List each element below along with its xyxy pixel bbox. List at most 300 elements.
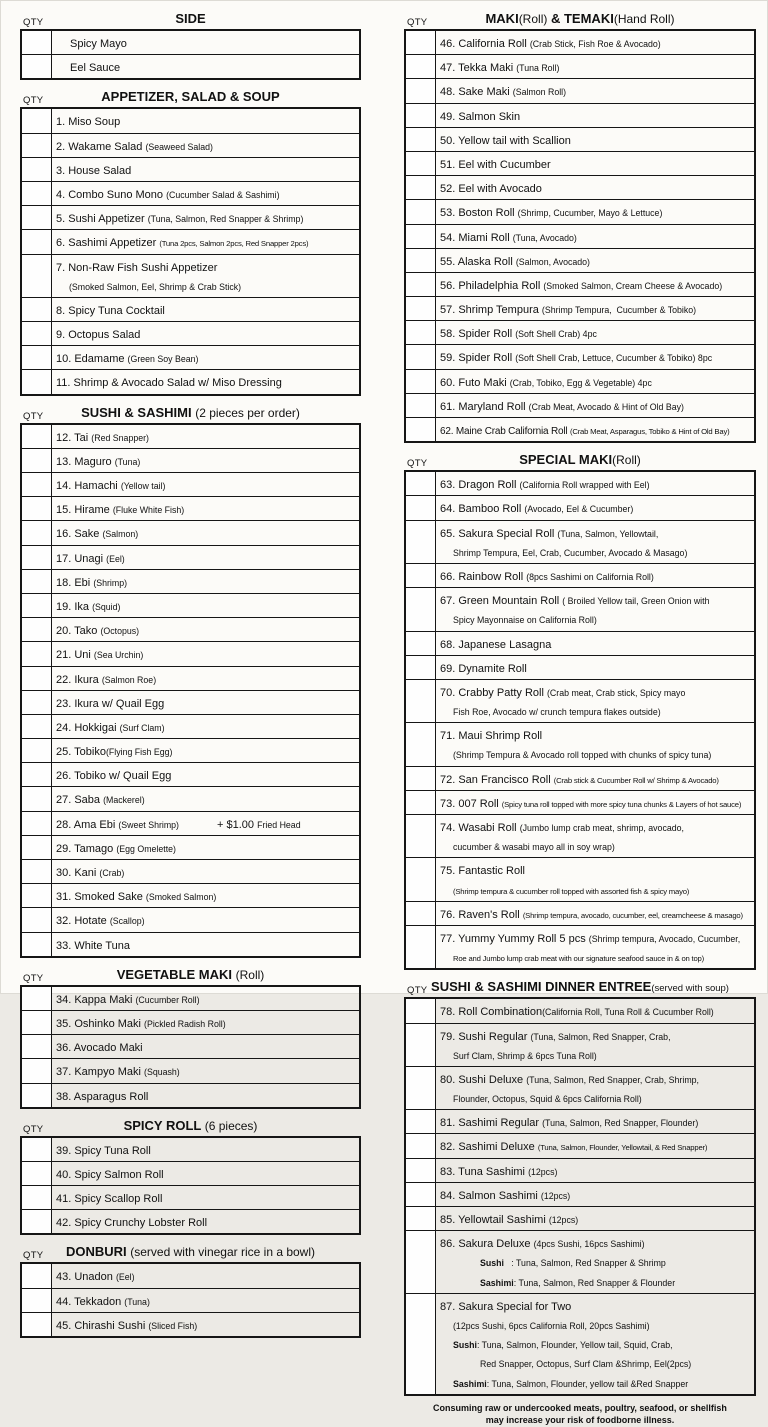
item-text: (Roll) (518, 12, 548, 26)
item-text: (Salmon) (102, 529, 139, 540)
menu-item-row (21, 1312, 360, 1337)
menu-item (436, 1023, 756, 1066)
menu-item (52, 30, 361, 55)
menu-item (436, 901, 756, 925)
menu-item-line (440, 474, 752, 493)
section-header (404, 10, 756, 28)
item-text: (Crab Meat, Avocado & Hint of Old Bay) (528, 401, 684, 412)
menu-item-row (21, 30, 360, 55)
qty-input-cell[interactable] (405, 1134, 436, 1158)
menu-item-line (440, 106, 752, 125)
item-text: 18. Ebi (56, 576, 94, 589)
qty-input-cell[interactable] (21, 448, 52, 472)
qty-input-cell[interactable] (405, 925, 436, 969)
menu-item (436, 858, 756, 901)
qty-input-cell[interactable] (21, 1186, 52, 1210)
menu-item (436, 272, 756, 296)
qty-input-cell[interactable] (405, 588, 436, 631)
menu-item (52, 55, 361, 80)
qty-input-cell[interactable] (405, 1231, 436, 1294)
menu-item-line (440, 928, 752, 947)
menu-item-line (440, 682, 752, 701)
item-text: Spicy Mayonnaise on California Roll) (453, 615, 597, 626)
menu-item-line (440, 396, 752, 415)
menu-item (52, 346, 361, 370)
menu-item-line (56, 789, 357, 808)
qty-input-cell[interactable] (21, 714, 52, 738)
menu-item-line (440, 81, 752, 100)
item-text: (Tuna) (124, 1296, 150, 1307)
qty-column-label: QTY (407, 985, 428, 997)
item-text: (Hand Roll) (613, 12, 675, 26)
item-text: 17. Unagi (56, 552, 107, 565)
section-header (20, 1243, 361, 1261)
menu-item-row (405, 631, 755, 655)
qty-input-cell[interactable] (21, 884, 52, 908)
item-text: APPETIZER, SALAD & SOUP (101, 89, 280, 105)
item-text: 60. Futo Maki (440, 376, 510, 389)
qty-input-cell[interactable] (405, 766, 436, 790)
qty-input-cell[interactable] (21, 1263, 52, 1288)
item-text: 54. Miami Roll (440, 231, 513, 244)
item-text: 26. Tobiko w/ Quail Egg (56, 770, 172, 783)
section-spicy-roll (20, 1117, 361, 1236)
qty-input-cell[interactable] (21, 618, 52, 642)
qty-input-cell[interactable] (405, 858, 436, 901)
item-text: (Crab meat, Crab stick, Spicy mayo (547, 687, 686, 698)
qty-input-cell[interactable] (21, 986, 52, 1011)
menu-item (436, 30, 756, 55)
menu-item-line (56, 838, 357, 857)
menu-item-row (21, 1083, 360, 1108)
qty-input-cell[interactable] (405, 200, 436, 224)
item-text: DONBURI (65, 1244, 131, 1260)
item-text: + $1.00 (217, 818, 258, 831)
menu-item-row (21, 497, 360, 521)
qty-input-cell[interactable] (405, 815, 436, 858)
menu-item-row (21, 157, 360, 181)
qty-input-cell[interactable] (21, 370, 52, 395)
menu-item-line (56, 499, 357, 518)
qty-input-cell[interactable] (21, 787, 52, 811)
menu-item (436, 297, 756, 321)
qty-input-cell[interactable] (21, 1059, 52, 1083)
qty-input-cell[interactable] (405, 1158, 436, 1182)
menu-item (436, 631, 756, 655)
menu-item (52, 1186, 361, 1210)
item-text: 34. Kappa Maki (56, 993, 136, 1006)
qty-input-cell[interactable] (21, 908, 52, 932)
qty-input-cell[interactable] (405, 679, 436, 722)
menu-item-line (440, 880, 752, 899)
item-text: Shrimp Tempura, Eel, Crab, Cucumber, Avocado & Masago) (453, 547, 688, 558)
menu-item-row (405, 925, 755, 969)
qty-input-cell[interactable] (21, 1161, 52, 1185)
menu-item-row (21, 181, 360, 205)
menu-item-row (405, 55, 755, 79)
qty-input-cell[interactable] (21, 346, 52, 370)
menu-item (436, 1182, 756, 1206)
item-text: 15. Hirame (56, 504, 113, 517)
menu-item-row (405, 176, 755, 200)
item-text: & (547, 11, 564, 26)
item-text: 46. California Roll (440, 38, 530, 50)
item-text: (Cucumber Salad & Sashimi) (166, 189, 280, 200)
item-text: 20. Tako (56, 625, 101, 638)
menu-item (52, 448, 361, 472)
menu-item-line (56, 935, 357, 954)
item-text: (Tuna, Salmon, Red Snapper, Crab, (530, 1031, 671, 1042)
menu-item-row (405, 655, 755, 679)
menu-item-line (56, 910, 357, 929)
qty-input-cell[interactable] (405, 30, 436, 55)
qty-input-cell[interactable] (21, 297, 52, 321)
menu-item (52, 322, 361, 346)
menu-item (436, 925, 756, 969)
menu-item-row (405, 901, 755, 925)
qty-input-cell[interactable] (21, 133, 52, 157)
menu-item-row (405, 790, 755, 814)
menu-item-line (440, 275, 752, 294)
menu-item (52, 763, 361, 787)
menu-item-row (405, 1182, 755, 1206)
menu-item-line (56, 348, 357, 367)
qty-input-cell[interactable] (21, 322, 52, 346)
menu-item (52, 370, 361, 395)
item-text: (Soft Shell Crab) 4pc (515, 329, 597, 340)
menu-item-line (56, 1086, 357, 1105)
qty-input-cell[interactable] (405, 1182, 436, 1206)
menu-item-line (440, 1161, 752, 1180)
menu-item-row (405, 471, 755, 496)
item-text: (Squash) (144, 1067, 180, 1078)
menu-item-line (56, 862, 357, 881)
qty-input-cell[interactable] (405, 998, 436, 1023)
item-text: (Tuna 2pcs, Salmon 2pcs, Red Snapper 2pcs) (159, 239, 309, 249)
item-text: (Sliced Fish) (148, 1320, 198, 1331)
menu-item (52, 254, 361, 297)
item-text: (Seaweed Salad) (145, 141, 213, 152)
menu-item-line (440, 1334, 752, 1353)
menu-item-row (405, 224, 755, 248)
item-text: (Tuna, Salmon, Red Snapper, Flounder) (542, 1118, 699, 1129)
menu-item-line (440, 817, 752, 836)
item-text: (Tuna) (114, 456, 141, 467)
item-text: (Avocado, Eel & Cucumber) (524, 504, 634, 515)
item-text: 67. Green Mountain Roll (440, 595, 563, 608)
item-text: (Jumbo lump crab meat, shrimp, avocado, (519, 823, 684, 833)
qty-input-cell[interactable] (405, 345, 436, 369)
qty-input-cell[interactable] (405, 496, 436, 520)
qty-input-cell[interactable] (405, 1293, 436, 1394)
menu-item (52, 497, 361, 521)
menu-item-line (440, 372, 752, 391)
qty-input-cell[interactable] (405, 272, 436, 296)
menu-item-line (440, 769, 752, 788)
qty-input-cell[interactable] (21, 1312, 52, 1337)
qty-input-cell[interactable] (405, 901, 436, 925)
qty-input-cell[interactable] (21, 55, 52, 80)
qty-input-cell[interactable] (21, 181, 52, 205)
item-text: 53. Boston Roll (440, 207, 518, 220)
section-title (175, 10, 205, 27)
menu-item-line (56, 1164, 357, 1183)
menu-item-row (21, 424, 360, 449)
menu-item-row (21, 642, 360, 666)
disclaimer (404, 1402, 756, 1427)
section-header (20, 966, 361, 984)
menu-item-line (440, 347, 752, 366)
qty-input-cell[interactable] (405, 393, 436, 417)
menu-item (52, 1263, 361, 1288)
qty-input-cell[interactable] (21, 1083, 52, 1108)
item-text: 16. Sake (56, 528, 103, 541)
menu-item-row (405, 563, 755, 587)
menu-table (404, 997, 756, 1395)
menu-item (436, 655, 756, 679)
qty-input-cell[interactable] (21, 569, 52, 593)
menu-item-row (21, 569, 360, 593)
qty-input-cell[interactable] (405, 321, 436, 345)
item-text: (Tuna, Salmon, Red Snapper & Shrimp) (147, 214, 304, 225)
menu-item-row (21, 1161, 360, 1185)
item-text: Eel Sauce (70, 62, 121, 75)
item-text: (Smoked Salmon, Cream Cheese & Avocado) (543, 280, 723, 291)
menu-item-row (405, 815, 755, 858)
menu-item (52, 908, 361, 932)
menu-item (52, 1035, 361, 1059)
qty-input-cell[interactable] (21, 811, 52, 835)
qty-input-cell[interactable] (405, 103, 436, 127)
item-text: (Spicy tuna roll topped with more spicy tuna chunks & Layers of hot sauce) (501, 799, 742, 809)
item-text: cucumber & wasabi mayo all in soy wrap) (453, 842, 615, 853)
menu-item-line (56, 765, 357, 784)
qty-input-cell[interactable] (405, 631, 436, 655)
menu-item-line (440, 1353, 752, 1372)
menu-item-row (21, 133, 360, 157)
menu-item (52, 1137, 361, 1162)
qty-input-cell[interactable] (21, 642, 52, 666)
item-text: Sashimi (480, 1277, 514, 1288)
item-text: (Shrimp Tempura & Avocado roll topped with chunks of spicy tuna) (453, 750, 712, 761)
menu-item-line (440, 701, 752, 720)
section-sushi-sashimi (20, 404, 361, 958)
qty-input-cell[interactable] (21, 497, 52, 521)
menu-item-line (56, 300, 357, 319)
menu-item-row (405, 520, 755, 563)
menu-item-row (405, 1110, 755, 1134)
item-text: (Fluke White Fish) (112, 505, 185, 516)
menu-item (52, 1010, 361, 1034)
menu-item-row (21, 1059, 360, 1083)
item-text: (Cucumber Roll) (135, 994, 200, 1005)
qty-input-cell[interactable] (21, 230, 52, 254)
item-text: 75. Fantastic Roll (440, 865, 525, 878)
menu-item (436, 1066, 756, 1109)
item-text: 40. Spicy Salmon Roll (56, 1168, 164, 1181)
menu-item-row (405, 1023, 755, 1066)
menu-item-line (440, 57, 752, 76)
qty-input-cell[interactable] (405, 1023, 436, 1066)
item-text: 62. Maine Crab California Roll (440, 426, 570, 437)
item-text: 71. Maui Shrimp Roll (440, 730, 543, 743)
qty-input-cell[interactable] (405, 248, 436, 272)
menu-item (52, 1210, 361, 1235)
menu-item-line (440, 420, 752, 439)
item-text: 5. Sushi Appetizer (56, 213, 148, 226)
menu-item (52, 1059, 361, 1083)
qty-input-cell[interactable] (21, 666, 52, 690)
item-text: 61. Maryland Roll (440, 400, 529, 413)
qty-input-cell[interactable] (21, 763, 52, 787)
menu-item-line (440, 947, 752, 966)
menu-item-row (21, 1263, 360, 1288)
section-title (124, 1117, 258, 1134)
item-text: 31. Smoked Sake (56, 891, 146, 904)
menu-item-line (56, 717, 357, 736)
item-text: (Flying Fish Egg) (105, 747, 173, 758)
menu-item-row (405, 418, 755, 443)
qty-input-cell[interactable] (405, 224, 436, 248)
menu-item-row (21, 1210, 360, 1235)
qty-input-cell[interactable] (405, 151, 436, 175)
menu-item (436, 790, 756, 814)
qty-input-cell[interactable] (405, 127, 436, 151)
menu-item-line (56, 257, 357, 276)
item-text: (Pickled Radish Roll) (144, 1018, 226, 1029)
menu-item-row (405, 393, 755, 417)
menu-item-row (405, 127, 755, 151)
item-text: 72. San Francisco Roll (440, 773, 554, 786)
qty-input-cell[interactable] (21, 1010, 52, 1034)
menu-item-row (21, 884, 360, 908)
item-text: 43. Unadon (56, 1271, 116, 1284)
item-text: (2 pieces per order) (195, 405, 300, 420)
item-text: Fried Head (257, 819, 301, 830)
qty-input-cell[interactable] (21, 593, 52, 617)
qty-input-cell[interactable] (21, 1035, 52, 1059)
item-text: 35. Oshinko Maki (56, 1017, 145, 1030)
item-text: (Green Soy Bean) (127, 354, 199, 365)
menu-item-line (56, 1013, 357, 1032)
qty-input-cell[interactable] (21, 1288, 52, 1312)
qty-input-cell[interactable] (405, 723, 436, 766)
item-text: (12pcs) (548, 1215, 579, 1225)
qty-input-cell[interactable] (21, 424, 52, 449)
menu-item-row (405, 679, 755, 722)
menu-item-line (56, 1212, 357, 1231)
item-text: (Shrimp) (93, 577, 128, 588)
menu-item-line (56, 136, 357, 155)
menu-item-line (56, 814, 357, 833)
item-text: (California Roll, Tuna Roll & Cucumber Roll) (542, 1007, 714, 1018)
disclaimer-line-2: may increase your risk of foodborne illness. (485, 1415, 675, 1426)
item-text: 82. Sashimi Deluxe (440, 1141, 538, 1154)
item-text: ( Broiled Yellow tail, Green Onion with (562, 596, 710, 607)
item-text: 4. Combo Suno Mono (56, 188, 167, 201)
qty-input-cell[interactable] (405, 418, 436, 443)
menu-item (52, 108, 361, 133)
menu-item-row (21, 322, 360, 346)
menu-item-line (56, 741, 357, 760)
menu-item-line (440, 1045, 752, 1064)
qty-input-cell[interactable] (21, 860, 52, 884)
qty-input-cell[interactable] (21, 157, 52, 181)
left-sections (20, 10, 361, 1338)
menu-item-line (56, 644, 357, 663)
menu-item-row (405, 858, 755, 901)
menu-item (436, 1231, 756, 1294)
menu-item-row (405, 1207, 755, 1231)
qty-input-cell[interactable] (21, 545, 52, 569)
qty-input-cell[interactable] (405, 790, 436, 814)
menu-item-line (440, 725, 752, 744)
qty-input-cell[interactable] (405, 79, 436, 103)
qty-input-cell[interactable] (405, 655, 436, 679)
menu-table (404, 29, 756, 443)
qty-input-cell[interactable] (21, 1210, 52, 1235)
section-title (485, 10, 674, 27)
qty-input-cell[interactable] (21, 254, 52, 297)
qty-input-cell[interactable] (405, 471, 436, 496)
qty-input-cell[interactable] (21, 1137, 52, 1162)
qty-input-cell[interactable] (21, 473, 52, 497)
item-text: MAKI (485, 11, 519, 26)
qty-input-cell[interactable] (405, 1110, 436, 1134)
qty-input-cell[interactable] (405, 1207, 436, 1231)
menu-item-line (440, 1373, 752, 1392)
section-title (66, 1243, 315, 1260)
menu-item-line (440, 1112, 752, 1131)
menu-item-row (405, 345, 755, 369)
qty-input-cell[interactable] (405, 176, 436, 200)
item-text: : Tuna, Salmon, Flounder, Yellow tail, Squid, Crab, (476, 1340, 673, 1351)
item-text: (Yellow tail) (120, 481, 166, 491)
menu-table (20, 985, 361, 1109)
item-text: 30. Kani (56, 867, 100, 879)
section-title (519, 451, 641, 468)
qty-input-cell[interactable] (405, 369, 436, 393)
item-text: 87. Sakura Special for Two (440, 1300, 572, 1313)
qty-input-cell[interactable] (21, 932, 52, 957)
qty-input-cell[interactable] (21, 30, 52, 55)
qty-input-cell[interactable] (21, 739, 52, 763)
qty-column-label: QTY (407, 458, 428, 470)
qty-input-cell[interactable] (405, 55, 436, 79)
menu-item (52, 521, 361, 545)
qty-input-cell[interactable] (21, 690, 52, 714)
qty-input-cell[interactable] (21, 521, 52, 545)
item-text: 79. Sushi Regular (440, 1030, 531, 1043)
menu-item-line (70, 57, 357, 76)
qty-input-cell[interactable] (21, 835, 52, 859)
qty-input-cell[interactable] (21, 108, 52, 133)
item-text: SUSHI & SASHIMI DINNER ENTREE (431, 979, 652, 995)
qty-input-cell[interactable] (405, 520, 436, 563)
item-text: (Tuna, Salmon, Flounder, Yellowtail, & Red Snapper) (537, 1143, 708, 1153)
qty-input-cell[interactable] (405, 297, 436, 321)
qty-input-cell[interactable] (21, 206, 52, 230)
item-text: 2. Wakame Salad (56, 140, 146, 153)
qty-input-cell[interactable] (405, 1066, 436, 1109)
item-text: (Red Snapper) (91, 432, 149, 443)
qty-input-cell[interactable] (405, 563, 436, 587)
menu-item-line (440, 904, 752, 923)
item-text: 23. Ikura w/ Quail Egg (56, 697, 165, 710)
menu-item-line (56, 475, 357, 494)
menu-item-line (440, 658, 752, 677)
menu-item (52, 932, 361, 957)
